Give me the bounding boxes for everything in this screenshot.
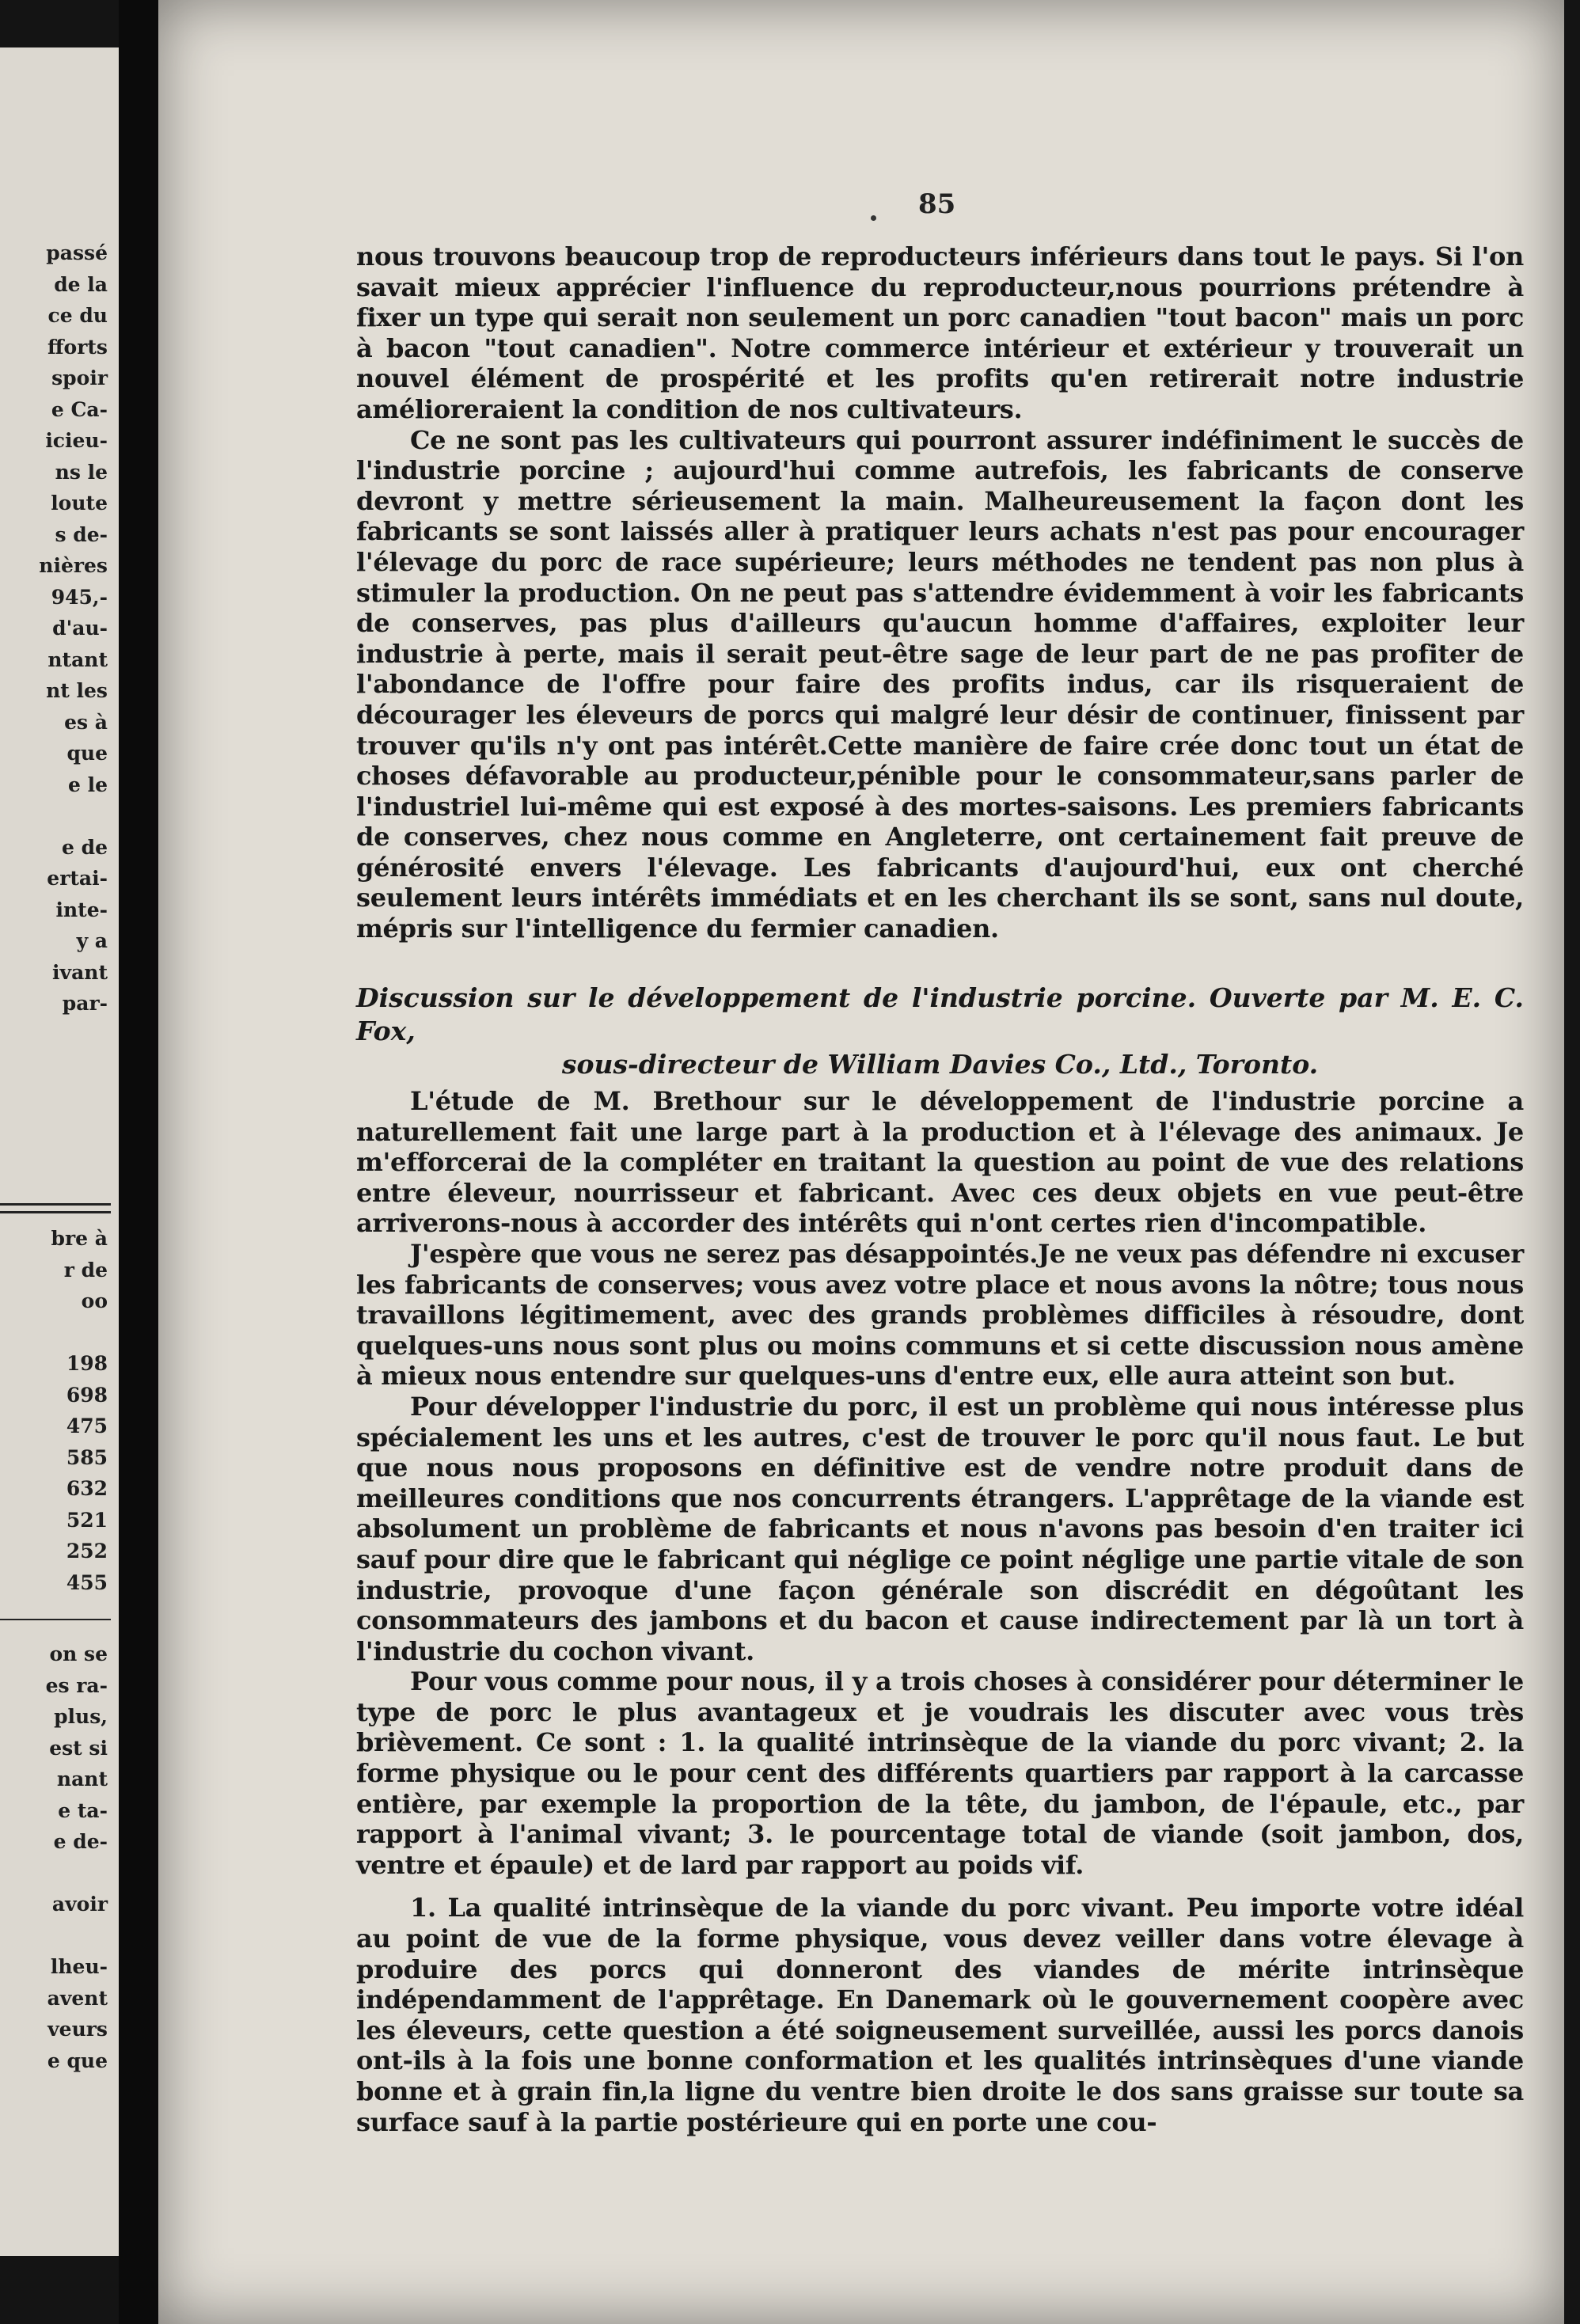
sliver-fragment: [39, 800, 108, 832]
discussion-heading: [356, 982, 1524, 1081]
paragraph: Pour vous comme pour nous, il y a trois choses à considérer pour déterminer le type de porc le plus avantageux et je voudrais les discuter avec vous très brièvement. Ce sont : 1. la qualité intrinsèque de la viande du porc vivant; 2. la forme physique ou le pour cent des différents quartiers par rapport à la carcasse entière, par exemple la proportion de la tête, du jambon, de l'épaule, etc., par rapport à l'animal vivant; 3. le pourcentage total de viande (soit jambon, dos, ventre et épaule) et de lard par rapport au poids vif.: [356, 1666, 1524, 1880]
speck: [871, 215, 876, 221]
sliver-fragment: plus,: [54, 1705, 108, 1728]
sliver-fragment: nant: [56, 1768, 108, 1790]
left-sliver-block-1: [39, 237, 108, 1020]
sliver-fragment: oo: [81, 1289, 108, 1312]
sliver-fragment: [46, 1920, 108, 1952]
sliver-fragment: ivant: [52, 960, 108, 984]
sliver-fragment: 198: [66, 1352, 108, 1375]
sliver-fragment: 585: [66, 1445, 108, 1469]
sliver-fragment: d'au-: [52, 617, 108, 640]
sliver-fragment: inte-: [55, 898, 108, 921]
paragraph: Ce ne sont pas les cultivateurs qui pourront assurer indéfiniment le succès de l'industrie porcine ; aujourd'hui comme autrefois, les fabricants de conserve devront y mettre sérieusement la main. Malheureusement la façon dont les fabricants se sont laissés aller à pratiquer leurs achats n'est pas pour encourager l'élevage du porc de race supérieure; leurs méthodes ne tendent pas non plus à stimuler la production. On ne peut pas s'attendre évidemment à voir les fabricants de conserves, pas plus d'ailleurs qu'aucun homme d'affaires, exploiter leur industrie à perte, mais il serait peut-être sage de leur part de ne pas profiter de l'abondance de l'offre pour faire des profits indus, car ils risqueraient de décourager les éleveurs de porcs qui malgré leur désir de continuer, finissent par trouver qu'ils n'y ont pas intérêt.Cette manière de faire crée donc tout un état de choses défavorable au producteur,pénible pour le consommateur,sans parler de l'industriel lui-même qui est exposé à des mortes-saisons. Les premiers fabricants de conserves, chez nous comme en Angleterre, ont certainement fait preuve de générosité envers l'élevage. Les fabricants d'aujourd'hui, eux ont cherché seulement leurs intérêts immédiats et en les cherchant ils se sont, sans nul doute, mépris sur l'intelligence du fermier canadien.: [356, 424, 1524, 944]
book-gutter: [119, 0, 158, 2324]
sliver-fragment: nt les: [46, 679, 108, 702]
left-sliver-block-2: [51, 1223, 108, 1598]
sliver-fragment: [51, 1317, 108, 1349]
sliver-fragment: 521: [66, 1508, 108, 1532]
sliver-fragment: avoir: [51, 1893, 108, 1916]
sliver-fragment: loute: [51, 492, 108, 515]
paragraph: Pour développer l'industrie du porc, il est un problème qui nous intéresse plus spécialement les uns et les autres, c'est de trouver le porc qu'il nous faut. Le but que nous nous proposons en définitive est de vendre notre produit dans de meilleures conditions que nos concurrents étrangers. L'apprêtage de la viande est absolument un problème de fabricants et nous n'avons pas besoin d'en traiter ici sauf pour dire que le fabricant qui néglige ce point néglige une partie vitale de son industrie, provoque d'une façon générale son discrédit en dégoûtant les consommateurs des jambons et du bacon et cause indirectement par là un tort à l'industrie du cochon vivant.: [356, 1391, 1524, 1666]
sliver-fragment: avent: [47, 1986, 108, 2010]
sliver-fragment: est si: [49, 1736, 108, 1760]
left-sliver-rule: [0, 1203, 111, 1206]
sliver-fragment: passé: [46, 241, 108, 264]
sliver-fragment: e de-: [53, 1830, 108, 1853]
page: [158, 0, 1564, 2324]
left-sliver-rule: [0, 1619, 111, 1620]
sliver-fragment: es ra-: [45, 1673, 108, 1697]
left-page-sliver: [0, 47, 119, 2256]
sliver-fragment: e de: [62, 835, 108, 859]
sliver-fragment: e Ca-: [51, 397, 108, 421]
sliver-fragment: e ta-: [58, 1798, 108, 1822]
paragraph: nous trouvons beaucoup trop de reproducteurs inférieurs dans tout le pays. Si l'on savait mieux apprécier l'influence du reproducteur,nous pourrions prétendre à fixer un type qui serait non seulement un porc canadien "tout bacon" mais un porc à bacon "tout canadien". Notre commerce intérieur et extérieur y trouverait un nouvel élément de prospérité et les profits qu'en retirerait notre industrie amélioreraient la condition de nos cultivateurs.: [356, 241, 1524, 424]
sliver-fragment: lheu-: [50, 1955, 108, 1978]
section-2-text: [356, 1086, 1524, 2137]
sliver-fragment: spoir: [51, 366, 108, 389]
sliver-fragment: e que: [47, 2049, 108, 2072]
sliver-fragment: ce du: [47, 304, 108, 327]
paragraph: 1. La qualité intrinsèque de la viande du porc vivant. Peu importe votre idéal au point de vue de la forme physique, vous devez veiller dans votre élevage à produire des porcs qui donneront des viandes de mérite intrinsèque indépendamment de l'apprêtage. En Danemark où le gouvernement coopère avec les éleveurs, cette question a été soigneusement surveillée, aussi les porcs danois ont-ils à la fois une bonne conformation et les qualités intrinsèques d'une viande bonne et à grain fin,la ligne du ventre bien droite le dos sans graisse sur toute sa surface sauf à la partie postérieure qui en porte une cou-: [356, 1893, 1524, 2137]
sliver-fragment: y a: [76, 929, 108, 952]
sliver-fragment: fforts: [47, 335, 108, 359]
sliver-fragment: par-: [62, 992, 108, 1015]
sliver-fragment: nières: [39, 554, 108, 577]
sliver-fragment: 632: [66, 1477, 108, 1500]
left-sliver-block-3: [46, 1639, 108, 2076]
sliver-fragment: icieu-: [45, 429, 108, 452]
sliver-fragment: on se: [49, 1642, 108, 1665]
left-sliver-rule: [0, 1211, 111, 1213]
sliver-fragment: e le: [67, 773, 108, 796]
sliver-fragment: 475: [66, 1415, 108, 1437]
sliver-fragment: que: [66, 742, 108, 765]
heading-line-2: sous-directeur de William Davies Co., Ltd., Toronto.: [561, 1049, 1319, 1080]
paragraph: J'espère que vous ne serez pas désappointés.Je ne veux pas défendre ni excuser les fabricants de conserves; vous avez votre place et nous avons la nôtre; tous nous travaillons légitimement, avec des grands problèmes difficiles à résoudre, dont quelques-uns nous sont plus ou moins communs et si cette discussion nous amène à mieux nous entendre sur quelques-uns d'entre eux, elle aura atteint son but.: [356, 1238, 1524, 1392]
sliver-fragment: 698: [66, 1383, 108, 1407]
sliver-fragment: de la: [54, 272, 108, 296]
sliver-fragment: s de-: [55, 522, 108, 546]
sliver-fragment: 252: [66, 1540, 108, 1563]
sliver-fragment: ntant: [47, 647, 108, 671]
sliver-fragment: ertai-: [47, 867, 108, 890]
sliver-fragment: r de: [63, 1258, 108, 1282]
sliver-fragment: [46, 1858, 108, 1889]
sliver-fragment: veurs: [47, 2018, 108, 2041]
paragraph: L'étude de M. Brethour sur le développement de l'industrie porcine a naturellement fait une large part à la production et à l'élevage des animaux. Je m'efforcerai de la compléter en traitant la question au point de vue des relations entre éleveur, nourrisseur et fabricant. Avec ces deux objets en vue peut-être arriverons-nous à accorder des intérêts qui n'ont certes rien d'incompatible.: [356, 1086, 1524, 1239]
sliver-fragment: bre à: [51, 1227, 108, 1250]
page-number: 85: [918, 188, 956, 220]
sliver-fragment: 455: [66, 1570, 108, 1594]
heading-line-1: Discussion sur le développement de l'industrie porcine. Ouverte par M. E. C. Fox,: [356, 982, 1524, 1046]
sliver-fragment: 945,-: [51, 585, 108, 609]
sliver-fragment: ns le: [55, 460, 108, 484]
section-1-text: [356, 241, 1524, 944]
sliver-fragment: es à: [64, 710, 108, 734]
